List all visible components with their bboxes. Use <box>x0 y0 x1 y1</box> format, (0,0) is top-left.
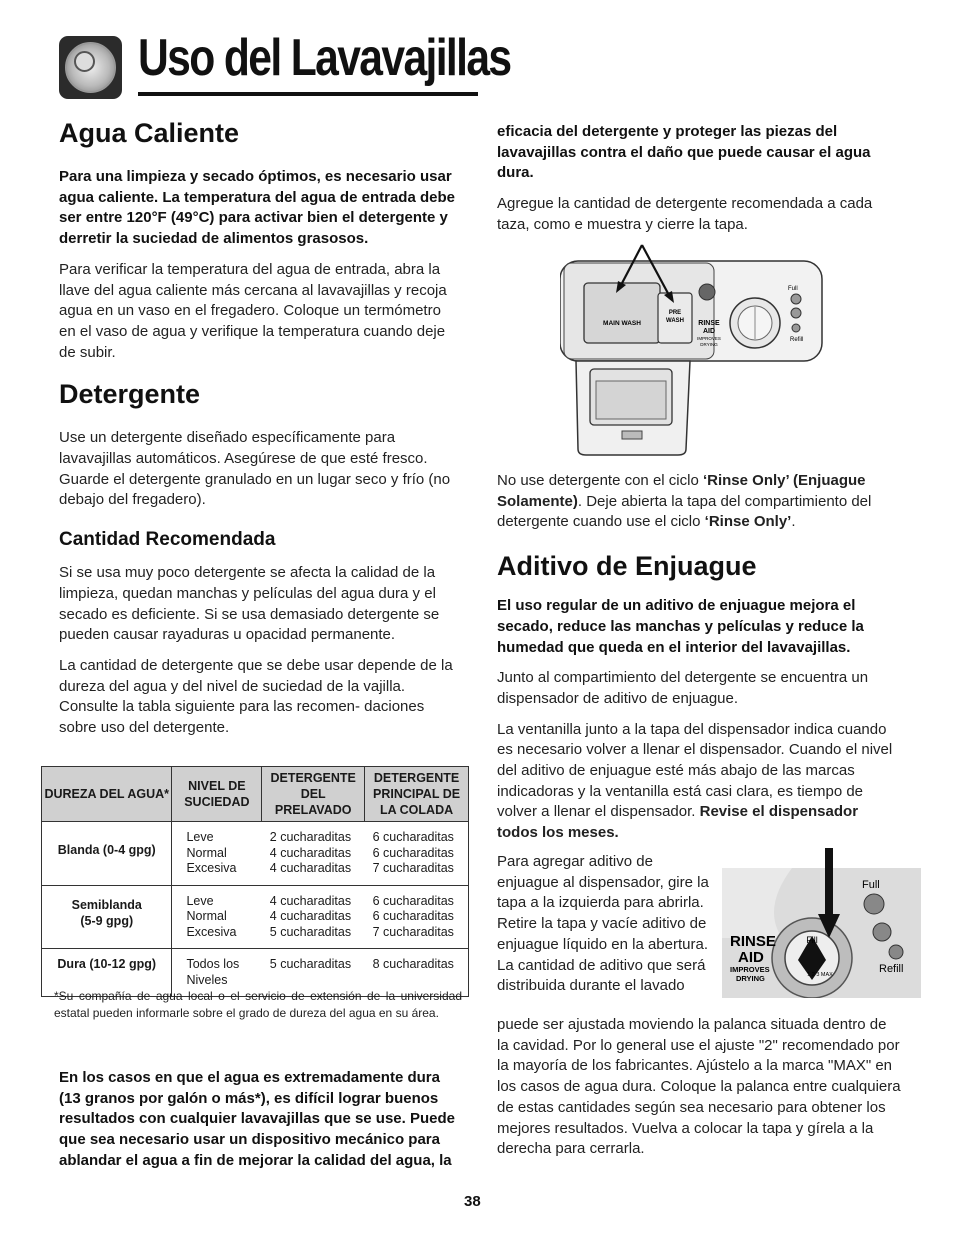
pre-wash-label-1: PRE <box>668 310 682 316</box>
table-header-row <box>42 767 469 822</box>
aditivo-p2-bold: Revise el dispensador todos los meses. <box>497 803 859 842</box>
heading-agua-caliente: Agua Caliente <box>59 118 240 148</box>
heading-detergente: Detergente <box>59 379 201 410</box>
page-number: 38 <box>464 1193 481 1210</box>
rinse-label-3: IMPROVES <box>697 336 721 341</box>
rinse-aid-label-improves: IMPROVES <box>730 965 770 974</box>
rinse-label-1: RINSE <box>698 320 720 327</box>
th-nivel: NIVEL DE SUCIEDAD <box>172 767 262 822</box>
rinse-aid-label-aid: AID <box>738 949 764 966</box>
title-rule <box>138 92 478 96</box>
cell-nivel: Todos los Niveles <box>172 949 262 997</box>
agua-caliente-body: Para verificar la temperatura del agua de entrada, abra la llave del agua caliente más cercana al lavavajillas y recoja agua en un vaso en el fregadero. Coloque un termómetro en el vaso de agua y verifique la temperatura cuando deje de subir. <box>59 260 447 361</box>
aditivo-p1: Junto al compartimiento del detergente se encuentra un dispensador de aditivo de enjuague. <box>497 669 869 707</box>
agua-caliente-intro: Para una limpieza y secado óptimos, es necesario usar agua caliente. La temperatura del agua de entrada debe ser entre 120°F (49°C) para activar bien el detergente y derretir la suciedad de alimentos grasosos. <box>59 168 455 248</box>
rinse-aid-figure <box>722 848 922 998</box>
rinse-aid-fill-label: Fill <box>806 935 818 945</box>
no-use-text-2: . Deje abierta la tapa del compartimiento del detergente cuando use el ciclo <box>497 492 872 531</box>
no-use-bold-2: ‘Rinse Only’ <box>704 513 792 531</box>
aditivo-p3a: Para agregar aditivo de enjuague al dispensador, gire la tapa a la izquierda para abrirla. Retire la tapa y vacíe aditivo de enjuague líquido en la abertura. La cantidad de aditivo que será distribuida durante el lavado <box>497 853 709 995</box>
aditivo-p2: La ventanilla junto a la tapa del dispensador indica cuando es necesario volver a llenar el dispensador. Cuando el nivel del aditivo de enjuague esté más abajo de las marcas indicadoras y la ventanilla está casi clara, es tiempo de volver a llenar el dispensador. <box>497 720 893 821</box>
refill-label: Refill <box>790 337 804 343</box>
aditivo-p3b: puede ser ajustada moviendo la palanca situada dentro de la cavidad. Por lo general use el ajuste "2" recomendado por la mayoría de los fabricantes. Ajústelo a la marca "MAX" en los casos de agua dura. Coloque la palanca entre cualquiera de estas cantidades según sea necesario para obtener los mejores resultados. Vuelva a colocar la tapa y gírela a la derecha para cerrarla. <box>497 1016 901 1158</box>
right-column <box>497 122 902 246</box>
heading-aditivo: Aditivo de Enjuague <box>497 551 757 582</box>
no-use-text-3: . <box>791 513 796 531</box>
cantidad-p2: La cantidad de detergente que se debe usar depende de la dureza del agua y del nivel de suciedad de la vajilla. Consulte la tabla siguiente para las recomen- daciones sobre uso del detergente. <box>59 656 453 737</box>
cell-prelavado: 4 cucharaditas 4 cucharaditas 5 cucharaditas <box>262 885 365 949</box>
rinse-label-2: AID <box>702 328 716 335</box>
cell-principal: 6 cucharaditas 6 cucharaditas 7 cucharaditas <box>365 822 469 886</box>
agregue-text: Agregue la cantidad de detergente recomendada a cada taza, como e muestra y cierre la tapa. <box>497 195 873 233</box>
dial-center <box>74 51 95 72</box>
aditivo-p3b-wrap <box>497 1015 902 1170</box>
cell-nivel: Leve Normal Excesiva <box>172 885 262 949</box>
cell-dureza: Dura (10-12 gpg) <box>42 949 172 997</box>
rinse-only-block <box>497 471 902 854</box>
dishwasher-dial-icon <box>59 36 122 99</box>
th-dureza: DUREZA DEL AGUA* <box>42 767 172 822</box>
rinse-label-4: DRYING <box>700 342 718 347</box>
rinse-aid-label-drying: DRYING <box>736 974 765 983</box>
table-row <box>42 822 469 886</box>
cell-dureza: Blanda (0-4 gpg) <box>42 822 172 886</box>
cell-prelavado: 5 cucharaditas <box>262 949 365 997</box>
rinse-aid-full-label: Full <box>862 879 880 891</box>
rinse-aid-label-rinse: RINSE <box>730 933 776 950</box>
pre-wash-label-2: WASH <box>666 318 684 324</box>
page-title: Uso del Lavavajillas <box>138 29 511 87</box>
aditivo-p3a-wrap <box>497 852 712 997</box>
hard-water-note: En los casos en que el agua es extremadamente dura (13 granos por galón o más*), es difícil lograr buenos resultados con cualquier lavavajillas que se use. Puede que sea necesario usar un dispositivo mecánico para ablandar el agua a fin de mejorar la calidad del agua, la <box>59 1069 455 1169</box>
cell-nivel: Leve Normal Excesiva <box>172 822 262 886</box>
full-label: Full <box>788 286 798 292</box>
continued-bold: eficacia del detergente y proteger las piezas del lavavajillas contra el daño que puede causar el agua dura. <box>497 123 871 182</box>
no-use-bold-1: ‘Rinse Only’ (Enjuague Solamente) <box>497 472 866 510</box>
table-footnote: *Su compañía de agua local o el servicio de extensión de la universidad estatal pueden informarle sobre el grado de dureza del agua en su área. <box>54 989 462 1020</box>
rinse-aid-refill-label: Refill <box>879 963 904 975</box>
table-row <box>42 885 469 949</box>
left-column <box>59 118 459 749</box>
detergent-table <box>41 766 469 997</box>
aditivo-intro: El uso regular de un aditivo de enjuague mejora el secado, reduce las manchas y películas y reduce la humedad que queda en el interior del lavavajillas. <box>497 597 864 656</box>
heading-cantidad-recomendada: Cantidad Recomendada <box>59 529 276 551</box>
cell-principal: 6 cucharaditas 6 cucharaditas 7 cucharaditas <box>365 885 469 949</box>
rinse-aid-scale-label: 1 2 3 MAX <box>807 972 833 978</box>
cell-principal: 8 cucharaditas <box>365 949 469 997</box>
cell-prelavado: 2 cucharaditas 4 cucharaditas 4 cucharaditas <box>262 822 365 886</box>
detergent-dispenser-figure <box>560 243 825 458</box>
th-prelavado: DETERGENTE DEL PRELAVADO <box>262 767 365 822</box>
cantidad-p1: Si se usa muy poco detergente se afecta la calidad de la limpieza, quedan manchas y películas del agua dura y el secado es deficiente. Si se usa demasiado detergente se pueden causar rayaduras u opacidad permanente. <box>59 564 440 644</box>
main-wash-label: MAIN WASH <box>603 320 641 327</box>
th-principal: DETERGENTE PRINCIPAL DE LA COLADA <box>365 767 469 822</box>
detergente-body: Use un detergente diseñado específicamente para lavavajillas automáticos. Asegúrese de que esté fresco. Guarde el detergente granulado en un lugar seco y frío (no debajo del fregadero). <box>59 429 451 509</box>
cell-dureza: Semiblanda (5-9 gpg) <box>42 885 172 949</box>
no-use-text-1: No use detergente con el ciclo <box>497 472 703 489</box>
